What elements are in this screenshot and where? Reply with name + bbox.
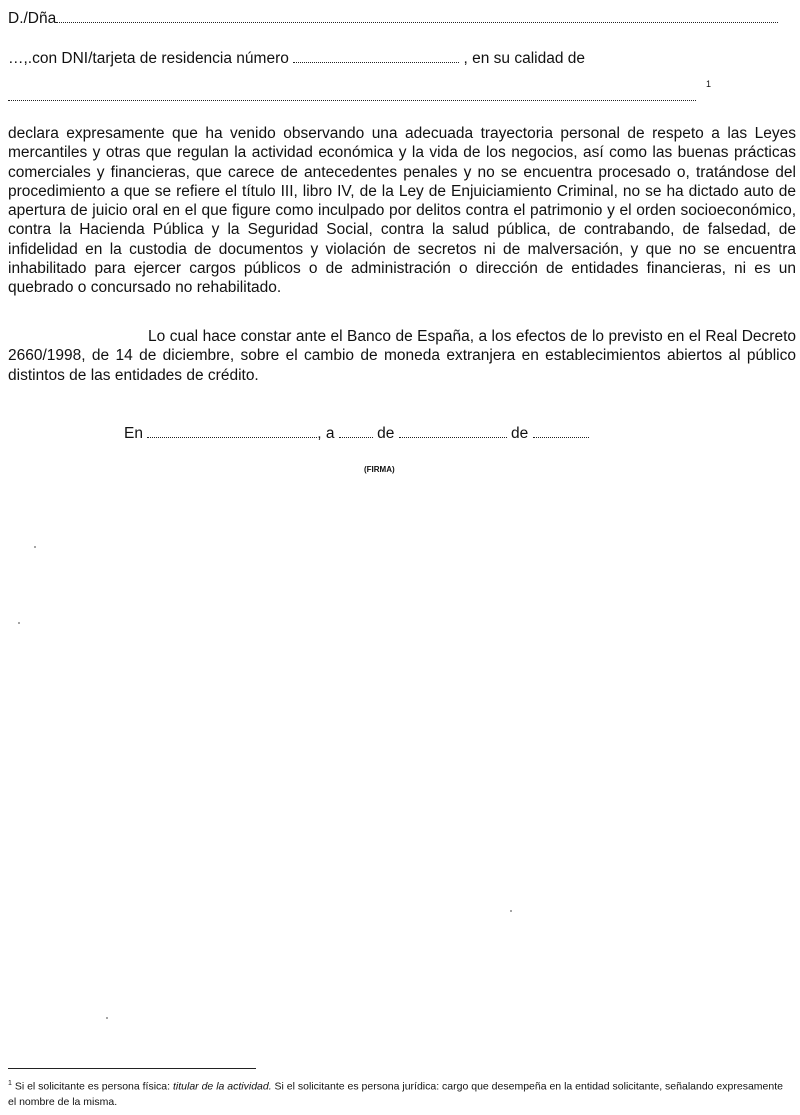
declaration-paragraph: declara expresamente que ha venido observando una adecuada trayectoria personal de respeto a las Leyes mercantiles y otras que regulan la actividad económica y la vida de los negocios, así como las buenas prácticas comerciales y financieras, que carece de antecedentes penales y no se encuentra procesado o, tratándose del procedimiento a que se refiere el título III, libro IV, de la Ley de Enjuiciamiento Criminal, no se ha dictado auto de apertura de juicio oral en el que figure como inculpado por delitos contra el patrimonio y el orden socioeconómico, contra la Hacienda Pública y la Seguridad Social, contra la salud pública, de contrabando, de falsedad, de infidelidad en la custodia de documentos y violación de secretos ni de malversación, y que no se encuentra inhabilitado para ejercer cargos públicos o de administración o dirección de entidades financieras, ni es un quebrado o concursado no rehabilitado. (8, 125, 796, 297)
capacity-line (8, 78, 712, 106)
scan-speck (34, 546, 36, 548)
place-blank[interactable] (147, 424, 317, 438)
dni-line (8, 48, 585, 68)
name-label: D./Dña (8, 10, 57, 27)
scan-speck (510, 910, 512, 912)
place-date-line (124, 424, 589, 443)
capacity-blank[interactable] (8, 86, 696, 101)
footnote-rule (8, 1068, 256, 1069)
scan-speck (18, 622, 20, 624)
year-blank[interactable] (533, 424, 589, 438)
date-de-label-2: de (511, 425, 529, 442)
footnote-number: 1 (8, 1080, 12, 1087)
month-blank[interactable] (399, 424, 507, 438)
date-a-label: , a (317, 425, 335, 442)
footnote-text-1: Si el solicitante es persona física: (11, 1080, 173, 1093)
dni-suffix: , en su calidad de (463, 50, 585, 67)
constar-paragraph: Lo cual hace constar ante el Banco de España, a los efectos de lo previsto en el Real Decreto 2660/1998, de 14 de diciembre, sobre el cambio de moneda extranjera en establecimientos abiertos al público distintos de las entidades de crédito. (8, 328, 796, 384)
footnote (8, 1076, 788, 1110)
day-blank[interactable] (339, 424, 373, 438)
footnote-text-italic: titular de la actividad. (173, 1080, 272, 1093)
dni-prefix: …,.con DNI/tarjeta de residencia número (8, 50, 289, 67)
name-line (8, 8, 778, 28)
signature-label: (FIRMA) (364, 465, 395, 474)
place-label: En (124, 425, 143, 442)
date-de-label-1: de (377, 425, 395, 442)
capacity-footnote-ref: 1 (706, 78, 712, 89)
name-blank[interactable] (56, 8, 778, 23)
footnote-text-2: Si el solicitante es persona jurídica: cargo que desempeña en la entidad solicitante, señalando expresamente el nombre de la misma. (8, 1080, 783, 1108)
scan-speck (106, 1017, 108, 1019)
dni-number-blank[interactable] (293, 48, 459, 63)
